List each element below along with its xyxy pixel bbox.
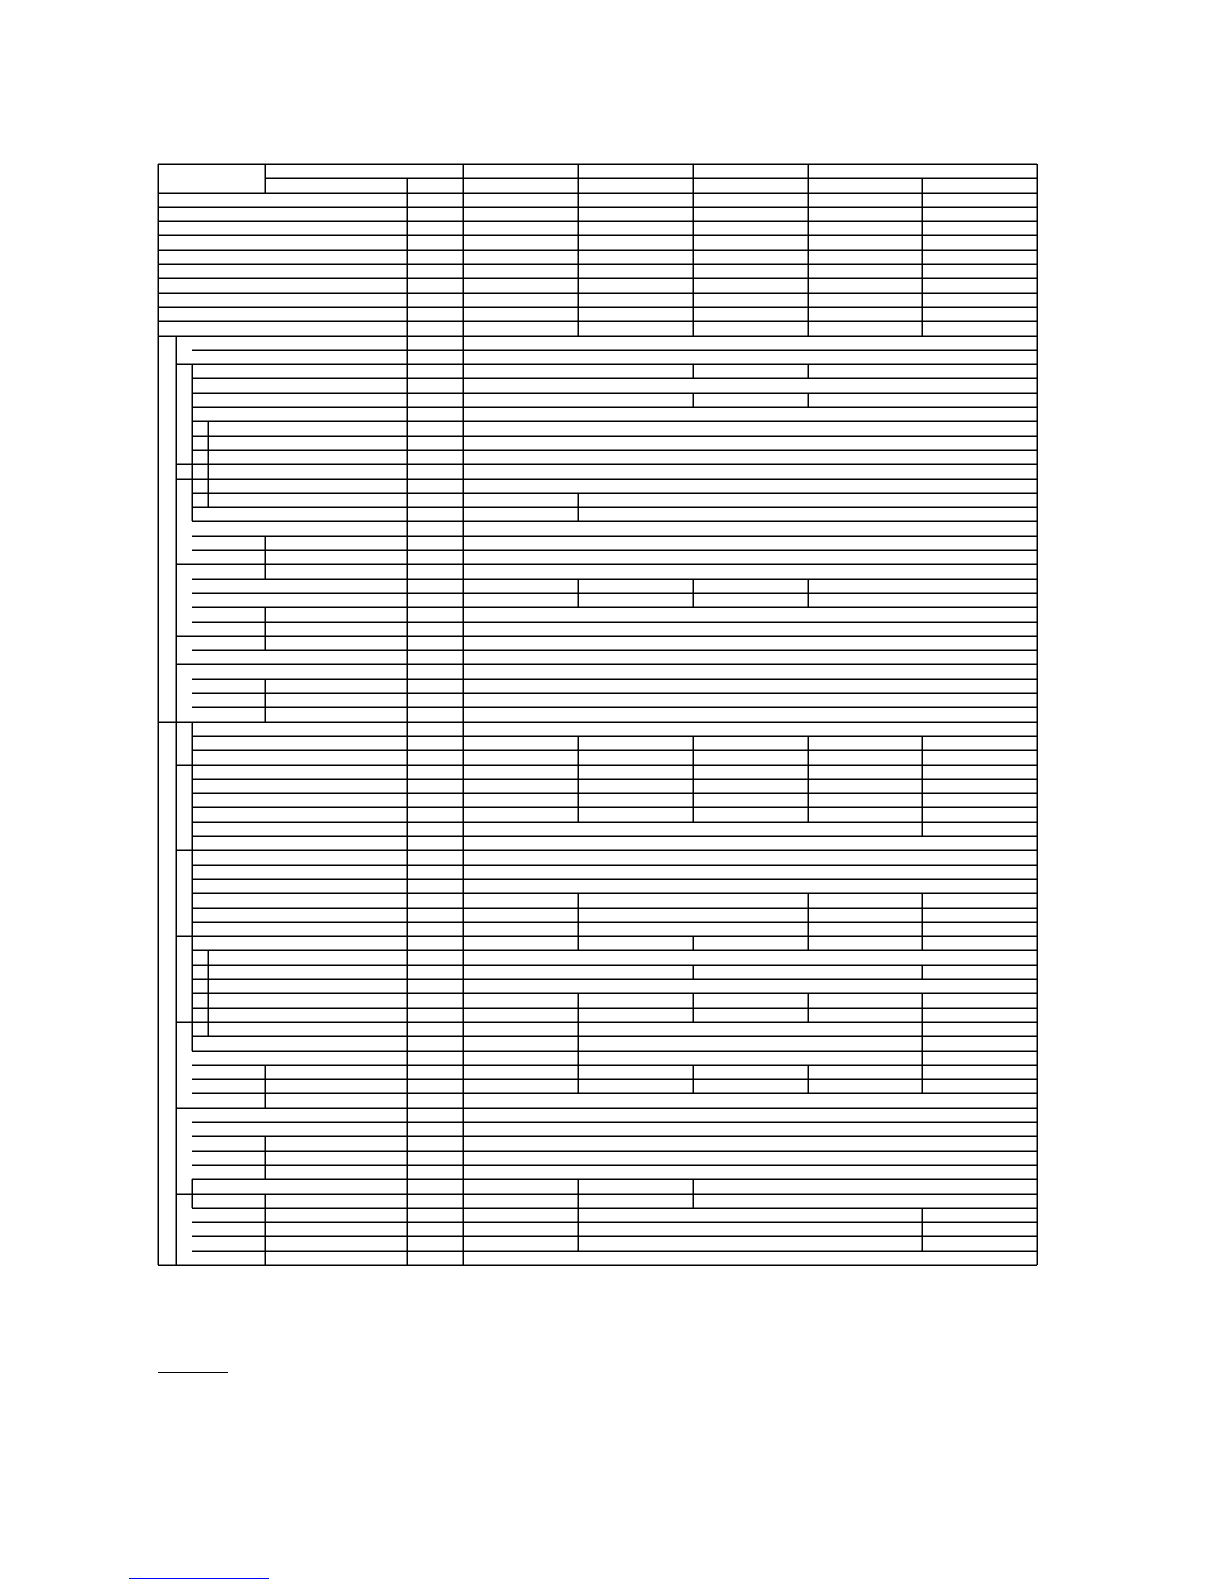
- footer-link-underline[interactable]: [129, 1578, 269, 1579]
- footnote-separator: [158, 1372, 228, 1373]
